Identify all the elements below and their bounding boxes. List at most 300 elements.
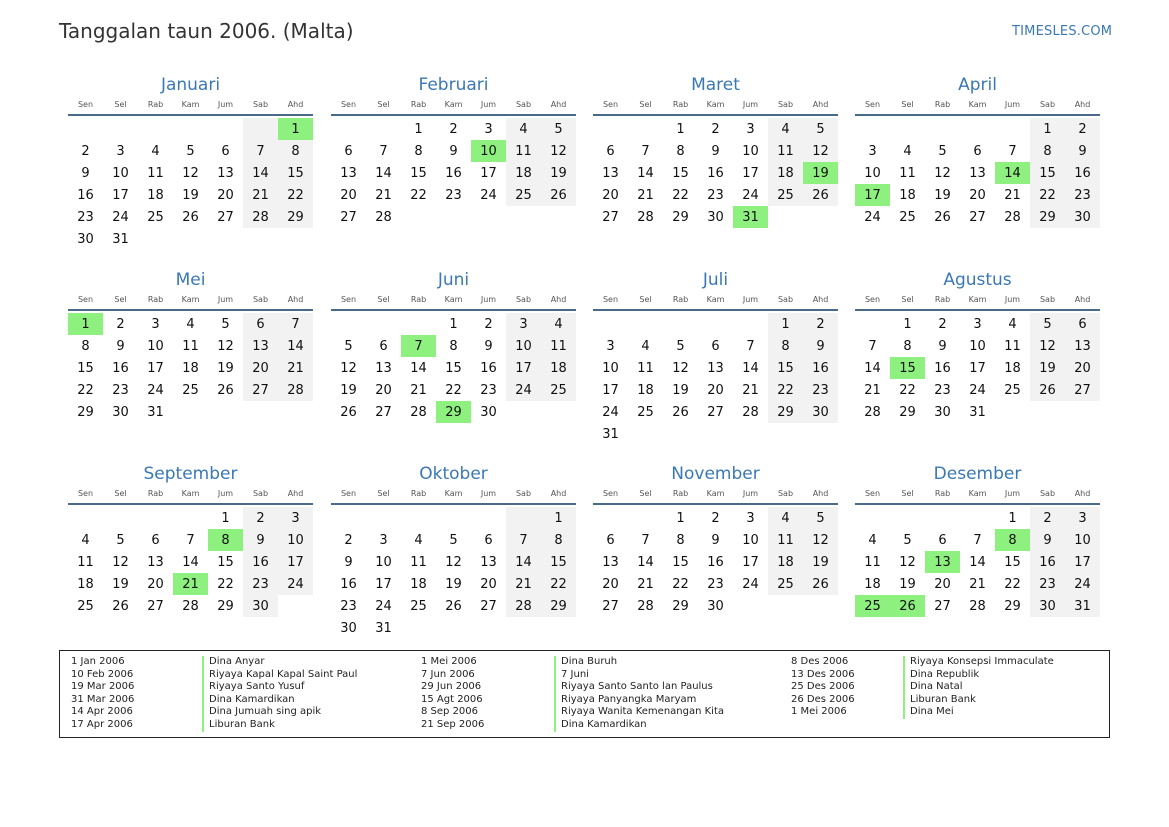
day-cell[interactable]: 6 xyxy=(379,338,388,354)
day-cell[interactable]: 27 xyxy=(217,209,234,225)
day-cell[interactable]: 8 xyxy=(278,140,313,162)
day-cell[interactable]: 21 xyxy=(410,382,427,398)
day-cell[interactable]: 16 xyxy=(243,551,278,573)
day-cell[interactable]: 30 xyxy=(77,231,94,247)
day-cell[interactable]: 16 xyxy=(1065,162,1100,184)
day-cell[interactable]: 20 xyxy=(243,357,278,379)
day-cell[interactable]: 1 xyxy=(676,510,685,526)
day-cell[interactable]: 2 xyxy=(243,507,278,529)
day-cell[interactable]: 12 xyxy=(445,554,462,570)
day-cell[interactable]: 15 xyxy=(1030,162,1065,184)
day-cell[interactable]: 30 xyxy=(480,404,497,420)
day-cell[interactable]: 18 xyxy=(1004,360,1021,376)
day-cell[interactable]: 10 xyxy=(969,338,986,354)
day-cell[interactable]: 17 xyxy=(112,187,129,203)
day-cell[interactable]: 30 xyxy=(1065,206,1100,228)
day-cell[interactable]: 19 xyxy=(541,162,576,184)
day-cell[interactable]: 11 xyxy=(899,165,916,181)
day-cell[interactable]: 27 xyxy=(969,209,986,225)
day-cell[interactable]: 28 xyxy=(506,595,541,617)
day-cell[interactable]: 1 xyxy=(278,118,313,140)
day-cell[interactable]: 21 xyxy=(375,187,392,203)
day-cell[interactable]: 7 xyxy=(641,143,650,159)
day-cell[interactable]: 2 xyxy=(449,121,458,137)
day-cell[interactable]: 11 xyxy=(77,554,94,570)
day-cell[interactable]: 7 xyxy=(973,532,982,548)
day-cell[interactable]: 7 xyxy=(868,338,877,354)
day-cell[interactable]: 25 xyxy=(147,209,164,225)
day-cell[interactable]: 23 xyxy=(445,187,462,203)
day-cell[interactable]: 16 xyxy=(445,165,462,181)
day-cell[interactable]: 31 xyxy=(1065,595,1100,617)
day-cell[interactable]: 8 xyxy=(768,335,803,357)
day-cell[interactable]: 27 xyxy=(602,598,619,614)
day-cell[interactable]: 26 xyxy=(445,598,462,614)
day-cell[interactable]: 7 xyxy=(401,335,436,357)
day-cell[interactable]: 10 xyxy=(278,529,313,551)
day-cell[interactable]: 10 xyxy=(864,165,881,181)
day-cell[interactable]: 17 xyxy=(602,382,619,398)
day-cell[interactable]: 31 xyxy=(602,426,619,442)
day-cell[interactable]: 13 xyxy=(602,165,619,181)
day-cell[interactable]: 10 xyxy=(742,532,759,548)
day-cell[interactable]: 4 xyxy=(186,316,195,332)
day-cell[interactable]: 28 xyxy=(375,209,392,225)
day-cell[interactable]: 9 xyxy=(449,143,458,159)
day-cell[interactable]: 21 xyxy=(742,382,759,398)
day-cell[interactable]: 12 xyxy=(672,360,689,376)
day-cell[interactable]: 20 xyxy=(707,382,724,398)
day-cell[interactable]: 6 xyxy=(243,313,278,335)
day-cell[interactable]: 29 xyxy=(1004,598,1021,614)
day-cell[interactable]: 1 xyxy=(541,507,576,529)
day-cell[interactable]: 28 xyxy=(410,404,427,420)
day-cell[interactable]: 1 xyxy=(1030,118,1065,140)
day-cell[interactable]: 6 xyxy=(484,532,493,548)
day-cell[interactable]: 2 xyxy=(116,316,125,332)
day-cell[interactable]: 28 xyxy=(969,598,986,614)
day-cell[interactable]: 14 xyxy=(637,554,654,570)
day-cell[interactable]: 9 xyxy=(243,529,278,551)
day-cell[interactable]: 12 xyxy=(340,360,357,376)
day-cell[interactable]: 4 xyxy=(541,313,576,335)
day-cell[interactable]: 7 xyxy=(186,532,195,548)
day-cell[interactable]: 9 xyxy=(711,532,720,548)
day-cell[interactable]: 20 xyxy=(602,187,619,203)
day-cell[interactable]: 2 xyxy=(81,143,90,159)
day-cell[interactable]: 26 xyxy=(803,573,838,595)
day-cell[interactable]: 27 xyxy=(340,209,357,225)
day-cell[interactable]: 24 xyxy=(1065,573,1100,595)
day-cell[interactable]: 12 xyxy=(803,140,838,162)
day-cell[interactable]: 30 xyxy=(707,209,724,225)
day-cell[interactable]: 14 xyxy=(243,162,278,184)
day-cell[interactable]: 14 xyxy=(375,165,392,181)
day-cell[interactable]: 16 xyxy=(77,187,94,203)
day-cell[interactable]: 13 xyxy=(969,165,986,181)
day-cell[interactable]: 26 xyxy=(541,184,576,206)
day-cell[interactable]: 2 xyxy=(803,313,838,335)
day-cell[interactable]: 30 xyxy=(707,598,724,614)
day-cell[interactable]: 7 xyxy=(243,140,278,162)
day-cell[interactable]: 26 xyxy=(112,598,129,614)
day-cell[interactable]: 3 xyxy=(746,510,755,526)
day-cell[interactable]: 21 xyxy=(969,576,986,592)
day-cell[interactable]: 11 xyxy=(864,554,881,570)
day-cell[interactable]: 24 xyxy=(742,576,759,592)
day-cell[interactable]: 5 xyxy=(676,338,685,354)
day-cell[interactable]: 16 xyxy=(934,360,951,376)
day-cell[interactable]: 8 xyxy=(995,529,1030,551)
day-cell[interactable]: 30 xyxy=(243,595,278,617)
day-cell[interactable]: 19 xyxy=(803,551,838,573)
day-cell[interactable]: 27 xyxy=(243,379,278,401)
day-cell[interactable]: 19 xyxy=(217,360,234,376)
day-cell[interactable]: 12 xyxy=(112,554,129,570)
day-cell[interactable]: 20 xyxy=(934,576,951,592)
day-cell[interactable]: 24 xyxy=(278,573,313,595)
day-cell[interactable]: 16 xyxy=(112,360,129,376)
day-cell[interactable]: 28 xyxy=(742,404,759,420)
day-cell[interactable]: 30 xyxy=(934,404,951,420)
day-cell[interactable]: 9 xyxy=(803,335,838,357)
day-cell[interactable]: 18 xyxy=(899,187,916,203)
day-cell[interactable]: 28 xyxy=(864,404,881,420)
day-cell[interactable]: 28 xyxy=(1004,209,1021,225)
day-cell[interactable]: 3 xyxy=(151,316,160,332)
day-cell[interactable]: 6 xyxy=(1065,313,1100,335)
day-cell[interactable]: 9 xyxy=(1030,529,1065,551)
day-cell[interactable]: 8 xyxy=(1030,140,1065,162)
day-cell[interactable]: 12 xyxy=(1030,335,1065,357)
day-cell[interactable]: 3 xyxy=(606,338,615,354)
day-cell[interactable]: 18 xyxy=(768,162,803,184)
day-cell[interactable]: 22 xyxy=(77,382,94,398)
day-cell[interactable]: 12 xyxy=(541,140,576,162)
day-cell[interactable]: 2 xyxy=(484,316,493,332)
day-cell[interactable]: 8 xyxy=(414,143,423,159)
day-cell[interactable]: 20 xyxy=(1065,357,1100,379)
day-cell[interactable]: 7 xyxy=(379,143,388,159)
day-cell[interactable]: 10 xyxy=(147,338,164,354)
day-cell[interactable]: 3 xyxy=(278,507,313,529)
day-cell[interactable]: 5 xyxy=(938,143,947,159)
day-cell[interactable]: 29 xyxy=(77,404,94,420)
day-cell[interactable]: 29 xyxy=(899,404,916,420)
day-cell[interactable]: 10 xyxy=(1065,529,1100,551)
day-cell[interactable]: 26 xyxy=(340,404,357,420)
day-cell[interactable]: 17 xyxy=(278,551,313,573)
day-cell[interactable]: 3 xyxy=(973,316,982,332)
day-cell[interactable]: 4 xyxy=(414,532,423,548)
day-cell[interactable]: 19 xyxy=(899,576,916,592)
day-cell[interactable]: 15 xyxy=(672,165,689,181)
day-cell[interactable]: 1 xyxy=(768,313,803,335)
day-cell[interactable]: 23 xyxy=(243,573,278,595)
day-cell[interactable]: 31 xyxy=(375,620,392,636)
day-cell[interactable]: 29 xyxy=(672,209,689,225)
day-cell[interactable]: 25 xyxy=(855,595,890,617)
day-cell[interactable]: 27 xyxy=(480,598,497,614)
day-cell[interactable]: 4 xyxy=(1008,316,1017,332)
day-cell[interactable]: 9 xyxy=(81,165,90,181)
day-cell[interactable]: 1 xyxy=(903,316,912,332)
day-cell[interactable]: 6 xyxy=(344,143,353,159)
day-cell[interactable]: 15 xyxy=(768,357,803,379)
day-cell[interactable]: 23 xyxy=(340,598,357,614)
day-cell[interactable]: 16 xyxy=(803,357,838,379)
day-cell[interactable]: 2 xyxy=(711,121,720,137)
day-cell[interactable]: 18 xyxy=(768,551,803,573)
day-cell[interactable]: 29 xyxy=(541,595,576,617)
day-cell[interactable]: 19 xyxy=(182,187,199,203)
day-cell[interactable]: 21 xyxy=(173,573,208,595)
day-cell[interactable]: 15 xyxy=(541,551,576,573)
day-cell[interactable]: 24 xyxy=(112,209,129,225)
day-cell[interactable]: 22 xyxy=(410,187,427,203)
day-cell[interactable]: 15 xyxy=(77,360,94,376)
day-cell[interactable]: 25 xyxy=(506,184,541,206)
day-cell[interactable]: 23 xyxy=(480,382,497,398)
day-cell[interactable]: 5 xyxy=(449,532,458,548)
day-cell[interactable]: 31 xyxy=(969,404,986,420)
day-cell[interactable]: 11 xyxy=(182,338,199,354)
day-cell[interactable]: 24 xyxy=(864,209,881,225)
day-cell[interactable]: 23 xyxy=(112,382,129,398)
day-cell[interactable]: 8 xyxy=(541,529,576,551)
day-cell[interactable]: 29 xyxy=(217,598,234,614)
day-cell[interactable]: 15 xyxy=(278,162,313,184)
day-cell[interactable]: 18 xyxy=(77,576,94,592)
day-cell[interactable]: 15 xyxy=(217,554,234,570)
day-cell[interactable]: 11 xyxy=(147,165,164,181)
day-cell[interactable]: 25 xyxy=(768,573,803,595)
day-cell[interactable]: 4 xyxy=(151,143,160,159)
day-cell[interactable]: 12 xyxy=(803,529,838,551)
day-cell[interactable]: 14 xyxy=(864,360,881,376)
day-cell[interactable]: 1 xyxy=(414,121,423,137)
day-cell[interactable]: 9 xyxy=(938,338,947,354)
day-cell[interactable]: 7 xyxy=(506,529,541,551)
day-cell[interactable]: 5 xyxy=(903,532,912,548)
day-cell[interactable]: 15 xyxy=(890,357,925,379)
day-cell[interactable]: 8 xyxy=(81,338,90,354)
day-cell[interactable]: 20 xyxy=(147,576,164,592)
day-cell[interactable]: 21 xyxy=(278,357,313,379)
day-cell[interactable]: 18 xyxy=(637,382,654,398)
day-cell[interactable]: 7 xyxy=(746,338,755,354)
day-cell[interactable]: 2 xyxy=(1030,507,1065,529)
site-link[interactable]: TIMESLES.COM xyxy=(1012,24,1113,39)
day-cell[interactable]: 19 xyxy=(1030,357,1065,379)
day-cell[interactable]: 8 xyxy=(208,529,243,551)
day-cell[interactable]: 13 xyxy=(243,335,278,357)
day-cell[interactable]: 5 xyxy=(221,316,230,332)
day-cell[interactable]: 5 xyxy=(803,507,838,529)
day-cell[interactable]: 5 xyxy=(344,338,353,354)
day-cell[interactable]: 3 xyxy=(746,121,755,137)
day-cell[interactable]: 11 xyxy=(768,140,803,162)
day-cell[interactable]: 25 xyxy=(182,382,199,398)
day-cell[interactable]: 13 xyxy=(375,360,392,376)
day-cell[interactable]: 22 xyxy=(768,379,803,401)
day-cell[interactable]: 25 xyxy=(768,184,803,206)
day-cell[interactable]: 21 xyxy=(506,573,541,595)
day-cell[interactable]: 12 xyxy=(899,554,916,570)
day-cell[interactable]: 15 xyxy=(672,554,689,570)
day-cell[interactable]: 9 xyxy=(711,143,720,159)
day-cell[interactable]: 6 xyxy=(606,532,615,548)
day-cell[interactable]: 13 xyxy=(480,554,497,570)
day-cell[interactable]: 16 xyxy=(1030,551,1065,573)
day-cell[interactable]: 25 xyxy=(541,379,576,401)
day-cell[interactable]: 7 xyxy=(278,313,313,335)
day-cell[interactable]: 23 xyxy=(707,576,724,592)
day-cell[interactable]: 15 xyxy=(445,360,462,376)
day-cell[interactable]: 11 xyxy=(410,554,427,570)
day-cell[interactable]: 26 xyxy=(217,382,234,398)
day-cell[interactable]: 26 xyxy=(1030,379,1065,401)
day-cell[interactable]: 21 xyxy=(637,187,654,203)
day-cell[interactable]: 17 xyxy=(1065,551,1100,573)
day-cell[interactable]: 31 xyxy=(147,404,164,420)
day-cell[interactable]: 27 xyxy=(934,598,951,614)
day-cell[interactable]: 4 xyxy=(81,532,90,548)
day-cell[interactable]: 24 xyxy=(506,379,541,401)
day-cell[interactable]: 27 xyxy=(1065,379,1100,401)
day-cell[interactable]: 20 xyxy=(340,187,357,203)
day-cell[interactable]: 5 xyxy=(541,118,576,140)
day-cell[interactable]: 27 xyxy=(375,404,392,420)
day-cell[interactable]: 24 xyxy=(742,187,759,203)
day-cell[interactable]: 29 xyxy=(768,401,803,423)
day-cell[interactable]: 28 xyxy=(182,598,199,614)
day-cell[interactable]: 1 xyxy=(676,121,685,137)
day-cell[interactable]: 5 xyxy=(1030,313,1065,335)
day-cell[interactable]: 19 xyxy=(672,382,689,398)
day-cell[interactable]: 30 xyxy=(803,401,838,423)
day-cell[interactable]: 9 xyxy=(116,338,125,354)
day-cell[interactable]: 21 xyxy=(637,576,654,592)
day-cell[interactable]: 4 xyxy=(506,118,541,140)
day-cell[interactable]: 19 xyxy=(112,576,129,592)
day-cell[interactable]: 13 xyxy=(1065,335,1100,357)
day-cell[interactable]: 9 xyxy=(484,338,493,354)
day-cell[interactable]: 27 xyxy=(147,598,164,614)
day-cell[interactable]: 17 xyxy=(855,184,890,206)
day-cell[interactable]: 19 xyxy=(340,382,357,398)
day-cell[interactable]: 28 xyxy=(637,209,654,225)
day-cell[interactable]: 16 xyxy=(340,576,357,592)
day-cell[interactable]: 13 xyxy=(925,551,960,573)
day-cell[interactable]: 4 xyxy=(903,143,912,159)
day-cell[interactable]: 14 xyxy=(506,551,541,573)
day-cell[interactable]: 26 xyxy=(672,404,689,420)
day-cell[interactable]: 8 xyxy=(903,338,912,354)
day-cell[interactable]: 30 xyxy=(1030,595,1065,617)
day-cell[interactable]: 17 xyxy=(375,576,392,592)
day-cell[interactable]: 18 xyxy=(147,187,164,203)
day-cell[interactable]: 6 xyxy=(973,143,982,159)
day-cell[interactable]: 22 xyxy=(672,576,689,592)
day-cell[interactable]: 29 xyxy=(1030,206,1065,228)
day-cell[interactable]: 23 xyxy=(77,209,94,225)
day-cell[interactable]: 2 xyxy=(1065,118,1100,140)
day-cell[interactable]: 6 xyxy=(711,338,720,354)
day-cell[interactable]: 9 xyxy=(344,554,353,570)
day-cell[interactable]: 24 xyxy=(480,187,497,203)
day-cell[interactable]: 10 xyxy=(506,335,541,357)
day-cell[interactable]: 18 xyxy=(182,360,199,376)
day-cell[interactable]: 19 xyxy=(803,162,838,184)
day-cell[interactable]: 14 xyxy=(742,360,759,376)
day-cell[interactable]: 25 xyxy=(410,598,427,614)
day-cell[interactable]: 17 xyxy=(506,357,541,379)
day-cell[interactable]: 31 xyxy=(733,206,768,228)
day-cell[interactable]: 18 xyxy=(541,357,576,379)
day-cell[interactable]: 25 xyxy=(637,404,654,420)
day-cell[interactable]: 23 xyxy=(934,382,951,398)
day-cell[interactable]: 23 xyxy=(803,379,838,401)
day-cell[interactable]: 12 xyxy=(217,338,234,354)
day-cell[interactable]: 29 xyxy=(672,598,689,614)
day-cell[interactable]: 7 xyxy=(1008,143,1017,159)
day-cell[interactable]: 31 xyxy=(112,231,129,247)
day-cell[interactable]: 28 xyxy=(243,206,278,228)
day-cell[interactable]: 11 xyxy=(768,529,803,551)
day-cell[interactable]: 16 xyxy=(707,554,724,570)
day-cell[interactable]: 25 xyxy=(1004,382,1021,398)
day-cell[interactable]: 10 xyxy=(602,360,619,376)
day-cell[interactable]: 26 xyxy=(890,595,925,617)
day-cell[interactable]: 26 xyxy=(934,209,951,225)
day-cell[interactable]: 3 xyxy=(484,121,493,137)
day-cell[interactable]: 2 xyxy=(344,532,353,548)
day-cell[interactable]: 12 xyxy=(182,165,199,181)
day-cell[interactable]: 20 xyxy=(602,576,619,592)
day-cell[interactable]: 4 xyxy=(868,532,877,548)
day-cell[interactable]: 11 xyxy=(506,140,541,162)
day-cell[interactable]: 23 xyxy=(1030,573,1065,595)
day-cell[interactable]: 6 xyxy=(938,532,947,548)
day-cell[interactable]: 10 xyxy=(112,165,129,181)
day-cell[interactable]: 20 xyxy=(480,576,497,592)
day-cell[interactable]: 22 xyxy=(1030,184,1065,206)
day-cell[interactable]: 3 xyxy=(868,143,877,159)
day-cell[interactable]: 26 xyxy=(803,184,838,206)
day-cell[interactable]: 27 xyxy=(602,209,619,225)
day-cell[interactable]: 4 xyxy=(641,338,650,354)
day-cell[interactable]: 5 xyxy=(186,143,195,159)
day-cell[interactable]: 17 xyxy=(147,360,164,376)
day-cell[interactable]: 18 xyxy=(864,576,881,592)
day-cell[interactable]: 14 xyxy=(995,162,1030,184)
day-cell[interactable]: 8 xyxy=(676,143,685,159)
day-cell[interactable]: 17 xyxy=(969,360,986,376)
day-cell[interactable]: 14 xyxy=(182,554,199,570)
day-cell[interactable]: 4 xyxy=(768,118,803,140)
day-cell[interactable]: 19 xyxy=(445,576,462,592)
day-cell[interactable]: 14 xyxy=(637,165,654,181)
day-cell[interactable]: 5 xyxy=(803,118,838,140)
day-cell[interactable]: 15 xyxy=(410,165,427,181)
day-cell[interactable]: 2 xyxy=(938,316,947,332)
day-cell[interactable]: 8 xyxy=(676,532,685,548)
day-cell[interactable]: 13 xyxy=(707,360,724,376)
day-cell[interactable]: 2 xyxy=(711,510,720,526)
day-cell[interactable]: 19 xyxy=(934,187,951,203)
day-cell[interactable]: 14 xyxy=(410,360,427,376)
